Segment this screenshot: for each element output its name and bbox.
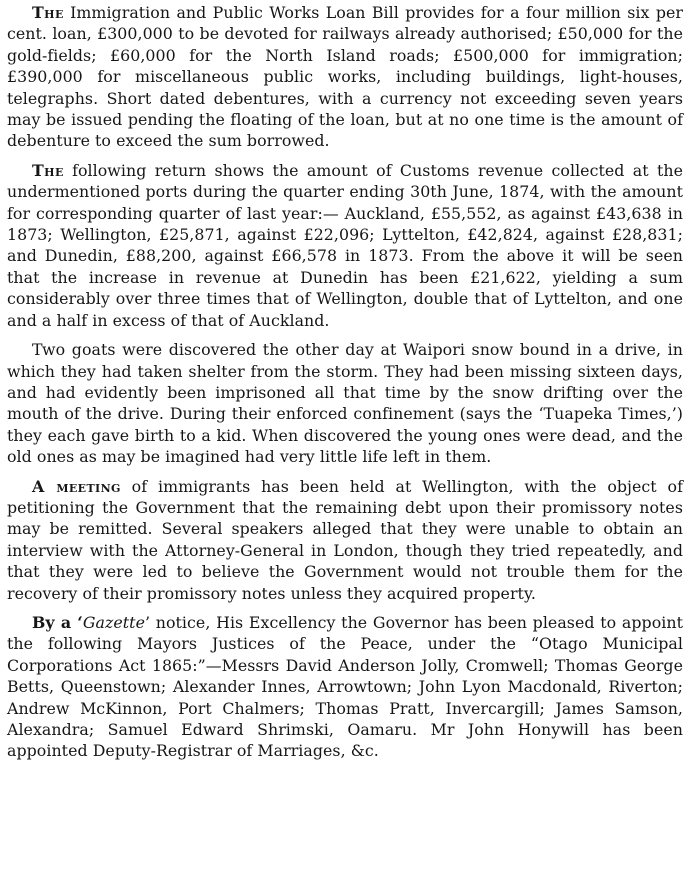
article-customs-revenue — [7, 160, 683, 331]
article-loan-bill — [7, 2, 683, 152]
article-body: Two goats were discovered the other day at Waipori snow bound in a drive, in which they had taken shelter from the storm. They had been missing sixteen days, and had evidently been imprisoned all that time by the snow drifting over the mouth of the drive. During their enforced confinement (says the ‘Tuapeka Times,’) they each gave birth to a kid. When discovered the young ones were dead, and the old ones as may be imagined had very little life left in them. — [7, 340, 683, 467]
publication-title: Gazette — [82, 612, 145, 632]
article-body: of immigrants has been held at Wellington, with the object of petitioning the Government that the remaining debt upon their promissory notes may be remitted. Several speakers alleged that they were unable to obtain an interview with the Attorney-General in London, though they tried repeatedly, and that they were led to believe the Government would not trouble them for the recovery of their promissory notes unless they acquired property. — [7, 476, 683, 603]
article-lead-word: A meeting — [32, 476, 121, 496]
article-body: following return shows the amount of Customs revenue collected at the undermentioned ports during the quarter ending 30th June, 1874, with the amount for corresponding quarter of last year:— Auckland, £55,552, as against £43,638 in 1873; Wellington, £25,871, against £22,096; Lyttelton, £42,824, against £28,831; and Dunedin, £88,200, against £66,578 in 1873. From the above it will be seen that the increase in revenue at Dunedin has been £21,622, yielding a sum considerably over three times that of Wellington, double that of Lyttelton, and one and a half in excess of that of Auckland. — [7, 160, 683, 330]
article-lead-word: The — [32, 3, 64, 22]
article-waipori-goats — [7, 339, 683, 467]
article-lead-word: The — [32, 160, 64, 180]
article-body: Immigration and Public Works Loan Bill provides for a four million six per cent. loan, £300,000 to be devoted for railways already authorised; £50,000 for the gold-fields; £60,000 for the North Island roads; £500,000 for immigration; £390,000 for miscellaneous public works, including buildings, light-houses, telegraphs. Short dated debentures, with a currency not exceeding seven years may be issued pending the floating of the loan, but at no one time is the amount of debenture to exceed the sum borrowed. — [7, 3, 683, 151]
article-justices-appointment — [7, 612, 683, 762]
article-body: ’ notice, His Excellency the Governor has been pleased to appoint the following Mayors Justices of the Peace, under the “Otago Municipal Corporations Act 1865:”—Messrs David Anderson Jolly, Cromwell; Thomas George Betts, Queenstown; Alexander Innes, Arrowtown; John Lyon Macdonald, Riverton; Andrew McKinnon, Port Chalmers; Thomas Pratt, Invercargill; James Samson, Alexandra; Samuel Edward Shrimski, Oamaru. Mr John Honywill has been appointed Deputy-Registrar of Marriages, &c. — [7, 612, 683, 761]
article-immigrants-meeting — [7, 476, 683, 604]
article-opening: By a ‘ — [32, 612, 83, 632]
